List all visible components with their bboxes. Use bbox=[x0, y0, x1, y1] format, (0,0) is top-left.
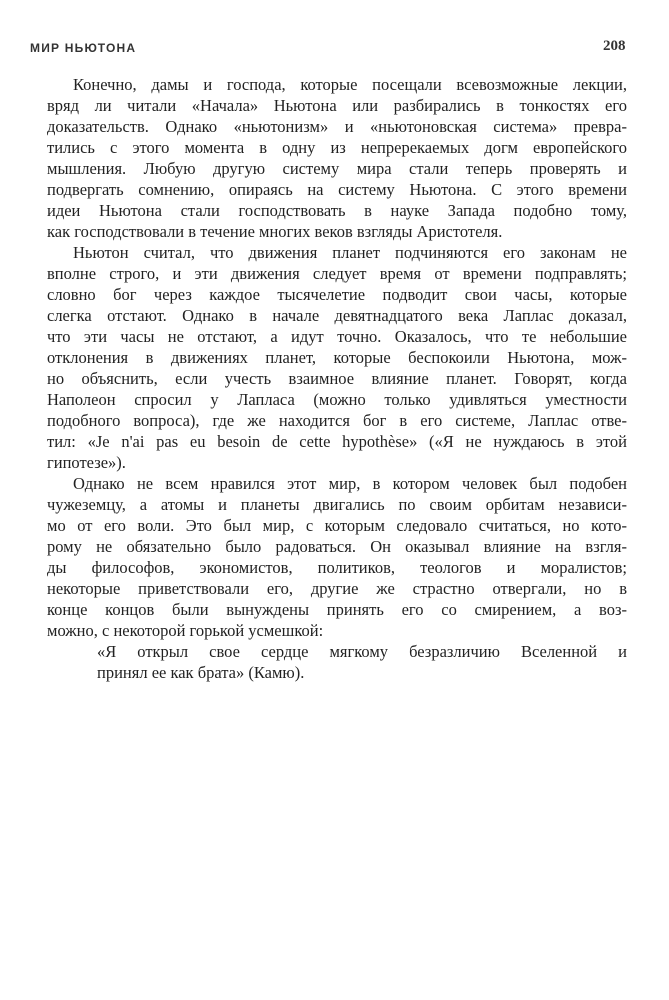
text-line: чужеземцу, а атомы и планеты двигались по своим орбитам независи- bbox=[47, 495, 627, 514]
text-line: мо от его воли. Это был мир, с которым следовало считаться, но кото- bbox=[47, 516, 627, 535]
text-line: некоторые приветствовали его, другие же страстно отвергали, но в bbox=[47, 579, 627, 598]
text-line: гипотезе»). bbox=[47, 453, 126, 472]
block-quote bbox=[97, 641, 627, 683]
running-head-title: МИР НЬЮТОНА bbox=[30, 41, 137, 55]
text-line: идеи Ньютона стали господствовать в науке Запада подобно тому, bbox=[47, 201, 627, 220]
text-line: рому не обязательно было радоваться. Он оказывал влияние на взгля- bbox=[47, 537, 627, 556]
text-line: подвергать сомнению, опираясь на систему Ньютона. С этого времени bbox=[47, 180, 627, 199]
text-line: слегка отстают. Однако в начале девятнадцатого века Лаплас доказал, bbox=[47, 306, 627, 325]
page-number: 208 bbox=[603, 38, 626, 54]
text-line: Однако не всем нравился этот мир, в котором человек был подобен bbox=[73, 474, 627, 493]
text-line: подобного вопроса), где же находится бог в его системе, Лаплас отве- bbox=[47, 411, 627, 430]
text-line: можно, с некоторой горькой усмешкой: bbox=[47, 621, 324, 640]
text-line: тились с этого момента в одну из непререкаемых догм европейского bbox=[47, 138, 627, 157]
quote-line: принял ее как брата» (Камю). bbox=[97, 663, 305, 682]
text-line: словно бог через каждое тысячелетие подводит свои часы, которые bbox=[47, 285, 627, 304]
text-line: вполне строго, и эти движения следует время от времени подправлять; bbox=[47, 264, 627, 283]
text-line: отклонения в движениях планет, которые беспокоили Ньютона, мож- bbox=[47, 348, 627, 367]
quote-line: «Я открыл свое сердце мягкому безразличию Вселенной и bbox=[97, 642, 627, 661]
paragraph-2 bbox=[47, 242, 627, 473]
text-line: конце концов были вынуждены принять его со смирением, а воз- bbox=[47, 600, 627, 619]
text-line: мышления. Любую другую систему мира стали теперь проверять и bbox=[47, 159, 627, 178]
text-line: что эти часы не отстают, а идут точно. Оказалось, что те небольшие bbox=[47, 327, 627, 346]
text-line: Наполеон спросил у Лапласа (можно только удивляться уместности bbox=[47, 390, 627, 409]
text-line: как господствовали в течение многих веков взгляды Аристотеля. bbox=[47, 222, 503, 241]
body-text bbox=[47, 74, 627, 683]
text-line: ды философов, экономистов, политиков, теологов и моралистов; bbox=[47, 558, 627, 577]
text-line: тил: «Je n'ai pas eu besoin de cette hypothèse» («Я не нуждаюсь в этой bbox=[47, 432, 627, 451]
text-line: доказательств. Однако «ньютонизм» и «ньютоновская система» превра- bbox=[47, 117, 627, 136]
paragraph-3 bbox=[47, 473, 627, 641]
paragraph-1 bbox=[47, 74, 627, 242]
text-line: Ньютон считал, что движения планет подчиняются его законам не bbox=[73, 243, 627, 262]
text-line: но объяснить, если учесть взаимное влияние планет. Говорят, когда bbox=[47, 369, 627, 388]
text-line: Конечно, дамы и господа, которые посещали всевозможные лекции, bbox=[73, 75, 627, 94]
text-line: вряд ли читали «Начала» Ньютона или разбирались в тонкостях его bbox=[47, 96, 627, 115]
